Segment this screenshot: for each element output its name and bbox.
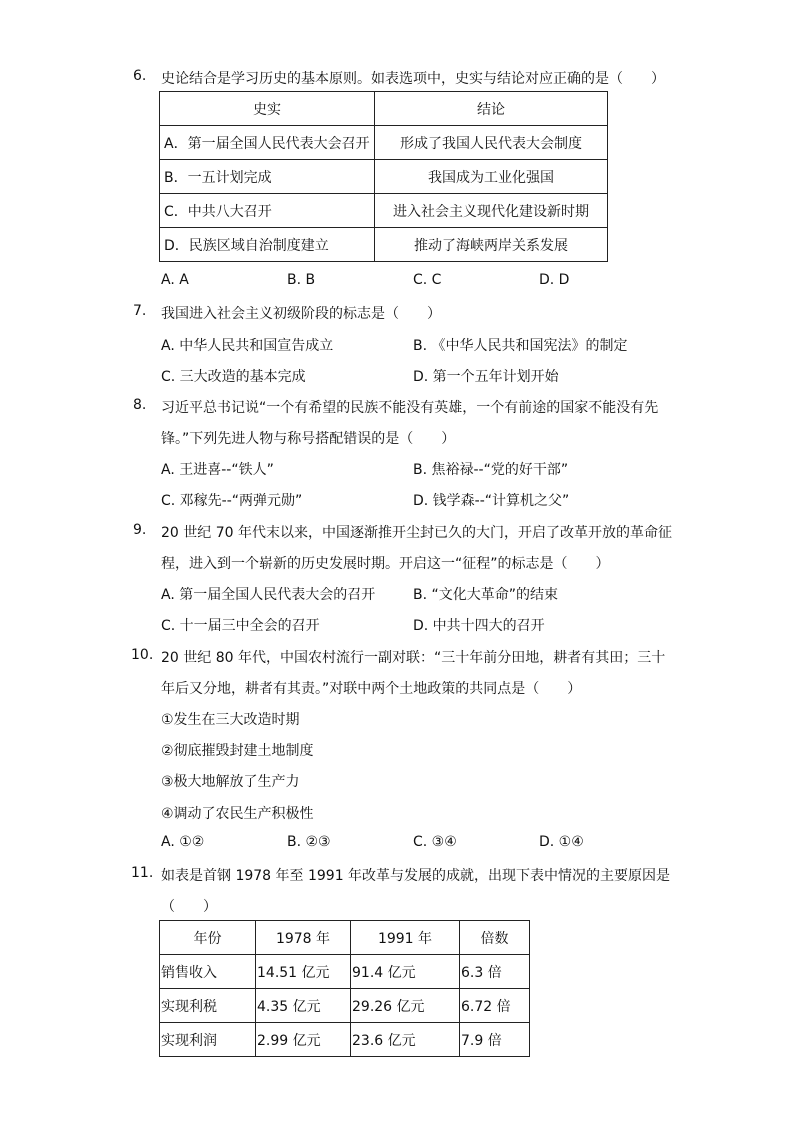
question-number: 10. <box>131 647 154 663</box>
option-a[interactable]: A. 中华人民共和国宣告成立 <box>161 338 334 354</box>
table-header-row <box>160 92 608 126</box>
option-a[interactable]: A. 王进喜--“铁人” <box>161 462 274 478</box>
table-cell: C．中共八大召开 <box>160 194 375 228</box>
option-d[interactable]: D. D <box>539 272 570 288</box>
table-cell: 4.35 亿元 <box>256 989 351 1023</box>
statement-item: ②彻底摧毁封建土地制度 <box>161 743 314 759</box>
table-header: 结论 <box>375 92 608 126</box>
option-c[interactable]: C. C <box>413 272 442 288</box>
option-a[interactable]: A. 第一届全国人民代表大会的召开 <box>161 587 376 603</box>
question-stem-line: 程，进入到一个崭新的历史发展时期。开启这一“征程”的标志是（ ） <box>161 556 610 572</box>
statement-item: ③极大地解放了生产力 <box>161 774 300 790</box>
question-number: 9. <box>133 522 147 538</box>
option-a[interactable]: A. ①② <box>161 834 205 850</box>
question-stem-line: 20 世纪 80 年代，中国农村流行一副对联：“三十年前分田地，耕者有其田；三十 <box>161 650 666 666</box>
table-row <box>160 228 608 262</box>
option-d[interactable]: D. 第一个五年计划开始 <box>413 369 559 385</box>
option-d[interactable]: D. 中共十四大的召开 <box>413 618 545 634</box>
table-header: 史实 <box>160 92 375 126</box>
question-stem-line: 年后又分地，耕者有其责。”对联中两个土地政策的共同点是（ ） <box>161 681 582 697</box>
option-b[interactable]: B. B <box>287 272 316 288</box>
option-b[interactable]: B. “文化大革命”的结束 <box>413 587 559 603</box>
question-number: 6. <box>133 68 147 84</box>
question-stem: 我国进入社会主义初级阶段的标志是（ ） <box>161 306 441 322</box>
question-number: 8. <box>133 397 147 413</box>
table-header: 倍数 <box>460 921 530 955</box>
table-cell: 进入社会主义现代化建设新时期 <box>375 194 608 228</box>
option-c[interactable]: C. 十一届三中全会的召开 <box>161 618 320 634</box>
table-cell: 形成了我国人民代表大会制度 <box>375 126 608 160</box>
shougang-achievements-table <box>159 920 530 1057</box>
question-number: 7. <box>133 303 147 319</box>
table-cell: B．一五计划完成 <box>160 160 375 194</box>
table-row <box>160 1023 530 1057</box>
table-cell: 6.72 倍 <box>460 989 530 1023</box>
facts-conclusions-table <box>159 91 608 262</box>
table-row <box>160 194 608 228</box>
question-number: 11. <box>131 865 154 881</box>
statement-item: ①发生在三大改造时期 <box>161 712 300 728</box>
question-stem-line: （ ） <box>161 899 217 915</box>
table-row <box>160 989 530 1023</box>
option-c[interactable]: C. 邓稼先--“两弹元勋” <box>161 493 303 509</box>
statement-item: ④调动了农民生产积极性 <box>161 806 314 822</box>
option-c[interactable]: C. 三大改造的基本完成 <box>161 369 306 385</box>
table-cell: 实现利税 <box>160 989 256 1023</box>
table-cell: 推动了海峡两岸关系发展 <box>375 228 608 262</box>
table-row <box>160 955 530 989</box>
option-b[interactable]: B. ②③ <box>287 834 331 850</box>
question-stem-line: 锋。”下列先进人物与称号搭配错误的是（ ） <box>161 431 456 447</box>
table-header: 年份 <box>160 921 256 955</box>
table-row <box>160 126 608 160</box>
question-stem-line: 如表是首钢 1978 年至 1991 年改革与发展的成就，出现下表中情况的主要原因是 <box>161 868 671 884</box>
table-cell: 实现利润 <box>160 1023 256 1057</box>
table-header: 1991 年 <box>351 921 460 955</box>
table-cell: 2.99 亿元 <box>256 1023 351 1057</box>
option-d[interactable]: D. 钱学森--“计算机之父” <box>413 493 570 509</box>
option-a[interactable]: A. A <box>161 272 189 288</box>
question-stem-line: 习近平总书记说“一个有希望的民族不能没有英雄，一个有前途的国家不能没有先 <box>161 400 659 416</box>
table-cell: 7.9 倍 <box>460 1023 530 1057</box>
option-d[interactable]: D. ①④ <box>539 834 584 850</box>
question-stem-line: 20 世纪 70 年代末以来，中国逐渐推开尘封已久的大门，开启了改革开放的革命征 <box>161 525 672 541</box>
table-header: 1978 年 <box>256 921 351 955</box>
table-cell: 29.26 亿元 <box>351 989 460 1023</box>
table-cell: 6.3 倍 <box>460 955 530 989</box>
table-cell: 14.51 亿元 <box>256 955 351 989</box>
table-cell: 我国成为工业化强国 <box>375 160 608 194</box>
table-cell: A．第一届全国人民代表大会召开 <box>160 126 375 160</box>
table-cell: D．民族区域自治制度建立 <box>160 228 375 262</box>
option-b[interactable]: B. 焦裕禄--“党的好干部” <box>413 462 569 478</box>
option-b[interactable]: B. 《中华人民共和国宪法》的制定 <box>413 338 628 354</box>
table-row <box>160 160 608 194</box>
table-cell: 91.4 亿元 <box>351 955 460 989</box>
table-header-row <box>160 921 530 955</box>
option-c[interactable]: C. ③④ <box>413 834 457 850</box>
question-stem: 史论结合是学习历史的基本原则。如表选项中，史实与结论对应正确的是（ ） <box>161 71 665 87</box>
table-cell: 23.6 亿元 <box>351 1023 460 1057</box>
table-cell: 销售收入 <box>160 955 256 989</box>
